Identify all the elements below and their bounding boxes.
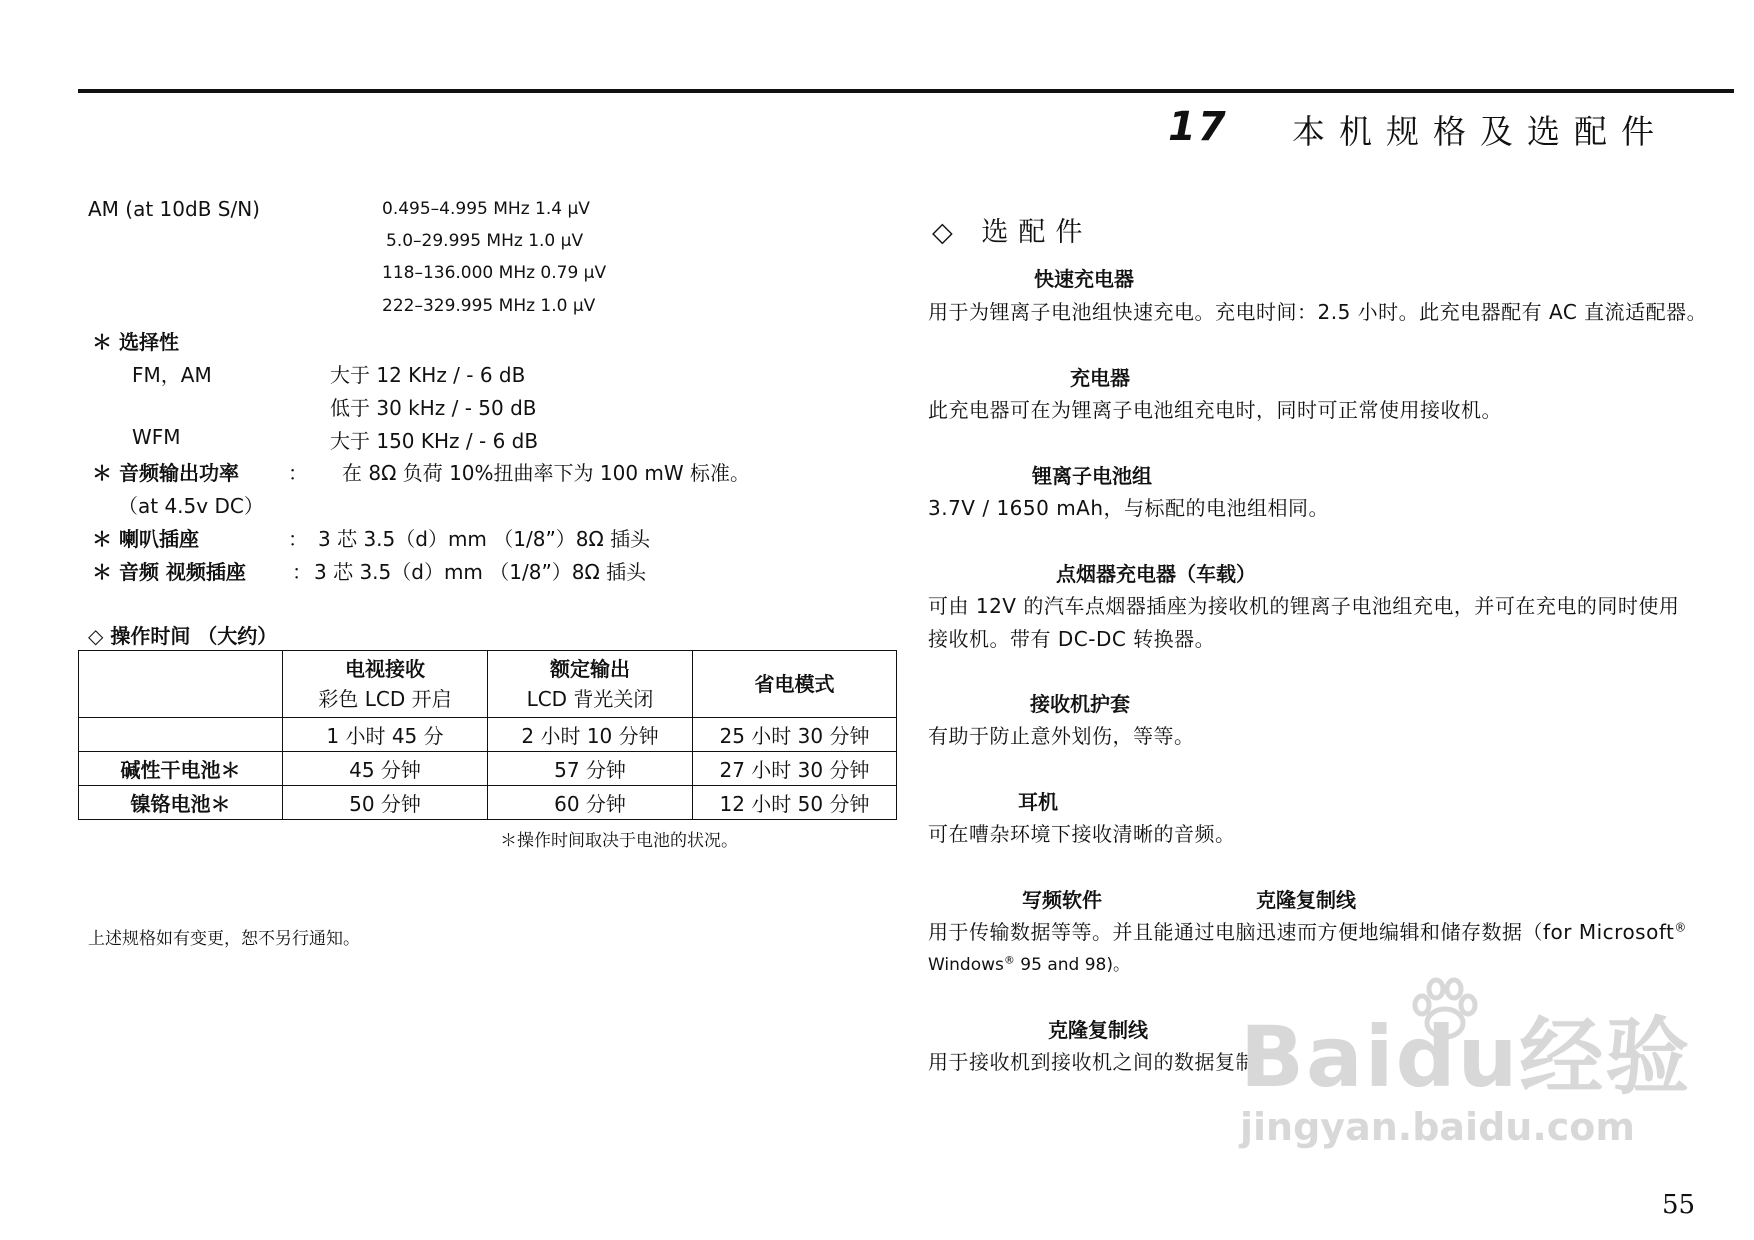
table-cell: 57 分钟 — [488, 752, 693, 786]
windows-versions-text: 95 and 98)。 — [1014, 955, 1130, 975]
table-row — [79, 752, 897, 786]
audio-power-sep: ： — [288, 461, 308, 485]
registered-mark: ® — [1003, 953, 1015, 967]
table-header-cell — [488, 651, 693, 718]
software-desc-text: 用于传输数据等等。并且能通过电脑迅速而方便地编辑和储存数据（for Microsoft — [928, 920, 1675, 944]
table-cell: 27 小时 30 分钟 — [693, 752, 897, 786]
table-header-cell — [283, 651, 488, 718]
header-line1: 电视接收 — [345, 657, 425, 681]
accessories-title: ◇ 选配件 — [932, 217, 1093, 248]
registered-mark: ® — [1674, 920, 1687, 935]
am-value-3: 118–136.000 MHz 0.79 µV — [382, 263, 607, 283]
accessory-desc-earphone: 可在嘈杂环境下接收清晰的音频。 — [928, 822, 1236, 846]
table-cell: 50 分钟 — [283, 786, 488, 820]
accessory-desc-car-charger-line2: 接收机。带有 DC-DC 转换器。 — [928, 627, 1216, 651]
audio-power-note: （at 4.5v DC） — [118, 494, 264, 518]
audio-power-label: ＊ 音频输出功率 — [92, 461, 239, 485]
av-jack-sep: ： — [292, 560, 312, 584]
accessory-name-clone-cable: 克隆复制线 — [1048, 1018, 1148, 1042]
accessory-name-software-cable: 克隆复制线 — [1256, 888, 1356, 912]
selectivity-band-1: FM，AM — [132, 363, 212, 387]
table-cell: 60 分钟 — [488, 786, 693, 820]
table-footnote: ＊操作时间取决于电池的状况。 — [500, 831, 738, 851]
table-cell: 1 小时 45 分 — [283, 718, 488, 752]
header-line1: 省电模式 — [754, 672, 835, 696]
header-line2: 彩色 LCD 开启 — [318, 687, 452, 711]
accessory-desc-charger: 此充电器可在为锂离子电池组充电时，同时可正常使用接收机。 — [928, 398, 1502, 422]
am-value-2: 5.0–29.995 MHz 1.0 µV — [386, 231, 584, 251]
page-number: 55 — [1662, 1190, 1696, 1220]
table-cell: 12 小时 50 分钟 — [693, 786, 897, 820]
disclaimer: 上述规格如有变更，恕不另行通知。 — [88, 929, 360, 949]
chapter-number: 17 — [1168, 104, 1228, 150]
table-row — [79, 786, 897, 820]
accessory-name-battery-pack: 锂离子电池组 — [1032, 464, 1152, 488]
table-header-empty — [79, 651, 283, 718]
accessory-desc-car-charger: 可由 12V 的汽车点烟器插座为接收机的锂离子电池组充电，并可在充电的同时使用 — [928, 594, 1680, 618]
table-header-row — [79, 651, 897, 718]
watermark-sub: jingyan.baidu.com — [1240, 1105, 1635, 1149]
windows-text: Windows — [928, 955, 1004, 975]
speaker-jack-sep: ： — [288, 527, 308, 551]
accessory-desc-software — [928, 916, 1687, 945]
accessory-desc-software-line2 — [928, 950, 1130, 975]
am-value-1: 0.495–4.995 MHz 1.4 µV — [382, 199, 590, 219]
selectivity-value-3: 大于 150 KHz / - 6 dB — [330, 429, 539, 453]
header-line1: 额定输出 — [550, 657, 630, 681]
selectivity-band-3: WFM — [132, 425, 181, 449]
row-label — [79, 718, 283, 752]
speaker-jack-label: ＊ 喇叭插座 — [92, 527, 199, 551]
av-jack-label: ＊ 音频 视频插座 — [92, 560, 246, 584]
av-jack-value: 3 芯 3.5（d）mm （1/8”）8Ω 插头 — [314, 560, 647, 584]
am-label: AM (at 10dB S/N) — [88, 197, 260, 221]
table-cell: 25 小时 30 分钟 — [693, 718, 897, 752]
row-label: 镍铬电池＊ — [79, 786, 283, 820]
operation-time-title: ◇ 操作时间 （大约） — [88, 624, 278, 648]
header-rule — [78, 89, 1734, 93]
table-row — [79, 718, 897, 752]
table-cell: 45 分钟 — [283, 752, 488, 786]
watermark-main: Baidu经验 — [1240, 1008, 1692, 1106]
speaker-jack-value: 3 芯 3.5（d）mm （1/8”）8Ω 插头 — [318, 527, 651, 551]
chapter-title: 本机规格及选配件 — [1292, 112, 1668, 151]
watermark — [1240, 990, 1691, 1149]
selectivity-value-1: 大于 12 KHz / - 6 dB — [330, 363, 526, 387]
accessory-desc-battery-pack: 3.7V / 1650 mAh，与标配的电池组相同。 — [928, 496, 1330, 520]
table-cell: 2 小时 10 分钟 — [488, 718, 693, 752]
operation-time-table — [78, 650, 897, 820]
accessory-name-earphone: 耳机 — [1018, 790, 1058, 814]
accessory-desc-clone-cable: 用于接收机到接收机之间的数据复制。 — [928, 1050, 1277, 1074]
accessory-name-case: 接收机护套 — [1030, 692, 1130, 716]
header-line2: LCD 背光关闭 — [526, 687, 654, 711]
am-value-4: 222–329.995 MHz 1.0 µV — [382, 296, 596, 316]
accessory-name-car-charger: 点烟器充电器（车载） — [1056, 562, 1256, 586]
accessory-name-software: 写频软件 — [1022, 888, 1102, 912]
accessory-name-charger: 充电器 — [1070, 366, 1130, 390]
accessory-desc-case: 有助于防止意外划伤，等等。 — [928, 724, 1195, 748]
table-header-cell — [693, 651, 897, 718]
row-label: 碱性干电池＊ — [79, 752, 283, 786]
accessory-desc-fast-charger: 用于为锂离子电池组快速充电。充电时间：2.5 小时。此充电器配有 AC 直流适配器。 — [928, 300, 1708, 324]
selectivity-label: ＊ 选择性 — [92, 330, 179, 354]
selectivity-value-2: 低于 30 kHz / - 50 dB — [330, 396, 537, 420]
accessory-name-fast-charger: 快速充电器 — [1034, 267, 1134, 291]
audio-power-value: 在 8Ω 负荷 10%扭曲率下为 100 mW 标准。 — [342, 461, 751, 485]
